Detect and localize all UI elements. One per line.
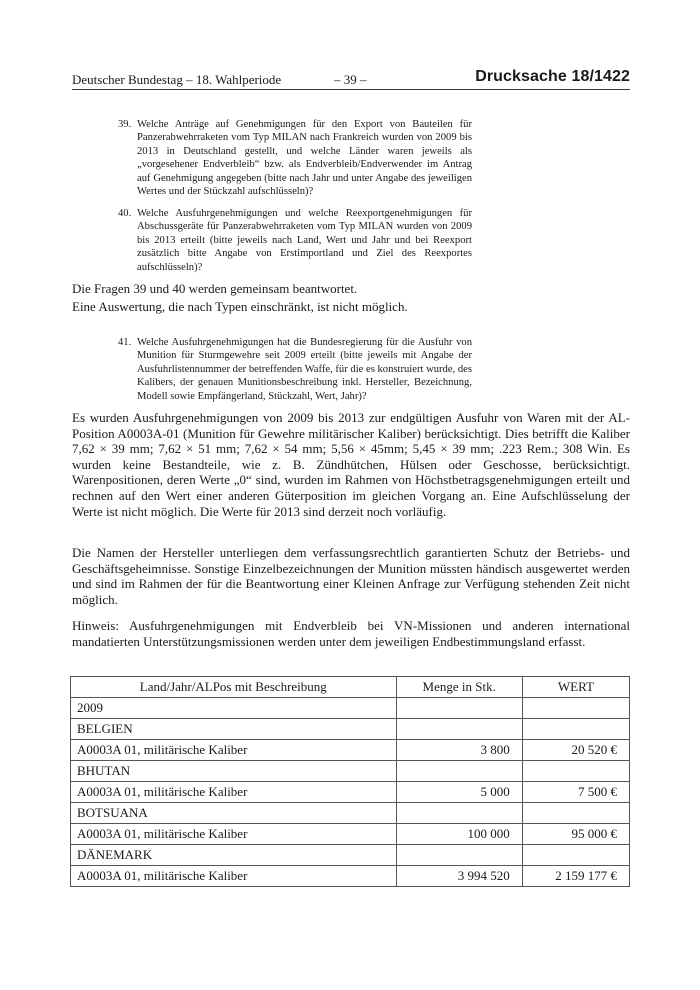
table-cell: 5 000 [396, 782, 522, 803]
table-cell [522, 761, 629, 782]
table-cell [396, 698, 522, 719]
table-cell: A0003A 01, militärische Kaliber [71, 740, 397, 761]
table-row [71, 782, 630, 803]
table-row [71, 719, 630, 740]
table-row [71, 845, 630, 866]
table-cell: BOTSUANA [71, 803, 397, 824]
header-divider [72, 89, 630, 90]
answer-line-evaluation: Eine Auswertung, die nach Typen einschränkt, ist nicht möglich. [72, 299, 408, 314]
question-text: Welche Ausfuhrgenehmigungen hat die Bundesregierung für die Ausfuhr von Munition für Sturmgewehre seit 2009 erteilt (bitte jeweils mit Angabe der Ausfuhrlistennummer der betreffenden Waffe, für die es konstruiert wurde, des Kalibers, der genauen Munitionsbeschreibung inkl. Hersteller, Bezeichnung, Modell sowie Empfängerland, Stückzahl, Wert, Jahr)? [137, 337, 472, 402]
table-cell: 2 159 177 € [522, 866, 629, 887]
header-doc-number: 1422 [594, 68, 630, 85]
question-41 [118, 336, 472, 403]
header-page-number: – 39 – [334, 72, 367, 87]
question-39 [118, 118, 472, 198]
table-cell [396, 719, 522, 740]
table-cell: 100 000 [396, 824, 522, 845]
question-text: Welche Anträge auf Genehmigungen für den Export von Bauteilen für Panzerabwehrraketen vom Typ MILAN nach Frankreich wurden von 2009 bis 2013 in Deutschland gestellt, und welche Länder waren jeweils als „vorgesehener Endverbleib“ bzw. als Endverbleib/Endverwender im Antrag auf Genehmigung angegeben (bitte nach Jahr und unter Angabe des jeweiligen Wertes und der Stückzahl aufschlüsseln)? [137, 119, 472, 198]
question-40 [118, 207, 472, 274]
export-table [70, 676, 630, 887]
table-cell [522, 719, 629, 740]
answer-paragraph-2: Die Namen der Hersteller unterliegen dem verfassungsrechtlich garantierten Schutz der Betriebs- und Geschäftsgeheimnisse. Sonstige Einzelbezeichnungen der Munition müssten händisch ausgewertet werden und sind im Rahmen der für die Beantwortung einer Kleinen Anfrage zur Verfügung stehenden Zeit nicht möglich. [72, 545, 630, 607]
table-cell [396, 803, 522, 824]
table-cell: 7 500 € [522, 782, 629, 803]
table-cell [396, 761, 522, 782]
table-cell: 2009 [71, 698, 397, 719]
answer-line-joint: Die Fragen 39 und 40 werden gemeinsam beantwortet. [72, 281, 358, 296]
table-header-cell: WERT [522, 677, 629, 698]
table-cell: A0003A 01, militärische Kaliber [71, 782, 397, 803]
table-row [71, 698, 630, 719]
table-cell: A0003A 01, militärische Kaliber [71, 824, 397, 845]
header-publication: Deutscher Bundestag – 18. Wahlperiode [72, 72, 282, 87]
page-header [72, 70, 630, 90]
table-row [71, 761, 630, 782]
table-row [71, 740, 630, 761]
header-document-id [475, 68, 630, 86]
table-header-cell: Land/Jahr/ALPos mit Beschreibung [71, 677, 397, 698]
table-cell: 20 520 € [522, 740, 629, 761]
table-cell: BELGIEN [71, 719, 397, 740]
table-row [71, 824, 630, 845]
table-cell: BHUTAN [71, 761, 397, 782]
question-number: 40. [118, 208, 132, 219]
table-cell: A0003A 01, militärische Kaliber [71, 866, 397, 887]
table-cell [522, 845, 629, 866]
question-number: 41. [118, 337, 132, 348]
table-header-row [71, 677, 630, 698]
table-row [71, 803, 630, 824]
answer-paragraph-hint: Hinweis: Ausfuhrgenehmigungen mit Endverbleib bei VN-Missionen und anderen international mandatierten Unterstützungsmissionen werden unter dem jeweiligen Endbestimmungsland erfasst. [72, 618, 630, 649]
header-doc-prefix: Drucksache 18/ [475, 68, 594, 85]
question-text: Welche Ausfuhrgenehmigungen und welche Reexportgenehmigungen für Abschussgeräte für Panzerabwehrraketen vom Typ MILAN wurden von 2009 bis 2013 erteilt (bitte jeweils nach Land, Wert und Jahr und bei Reexport zusätzlich bitte Angabe von Erstimportland und Ziel des Reexportes aufschlüsseln)? [137, 208, 472, 273]
table-cell [396, 845, 522, 866]
answer-paragraph-1: Es wurden Ausfuhrgenehmigungen von 2009 bis 2013 zur endgültigen Ausfuhr von Waren mit der AL-Position A0003A-01 (Munition für Gewehre militärischer Kaliber) berücksichtigt. Dies betrifft die Kaliber 7,62 × 39 mm; 7,62 × 51 mm; 7,62 × 54 mm; 5,56 × 45mm; 5,45 × 39 mm; .223 Rem.; 308 Win. Es wurden keine Bestandteile, wie z. B. Zündhütchen, Hülsen oder Geschosse, berücksichtigt. Warenpositionen, deren Werte „0“ sind, wurden im Rahmen von Höchstbetragsgenehmigungen erteilt und rechnen auf den Wert einer anderen Güterposition im gleichen Vorgang an. Eine Aufschlüsselung der Werte ist nicht möglich. Die Werte für 2013 sind derzeit noch vorläufig. [72, 410, 630, 519]
table-cell: 95 000 € [522, 824, 629, 845]
table-cell [522, 803, 629, 824]
table-header-cell: Menge in Stk. [396, 677, 522, 698]
table-cell: 3 994 520 [396, 866, 522, 887]
table-cell [522, 698, 629, 719]
table-cell: 3 800 [396, 740, 522, 761]
table-row [71, 866, 630, 887]
table-cell: DÄNEMARK [71, 845, 397, 866]
question-number: 39. [118, 119, 132, 130]
